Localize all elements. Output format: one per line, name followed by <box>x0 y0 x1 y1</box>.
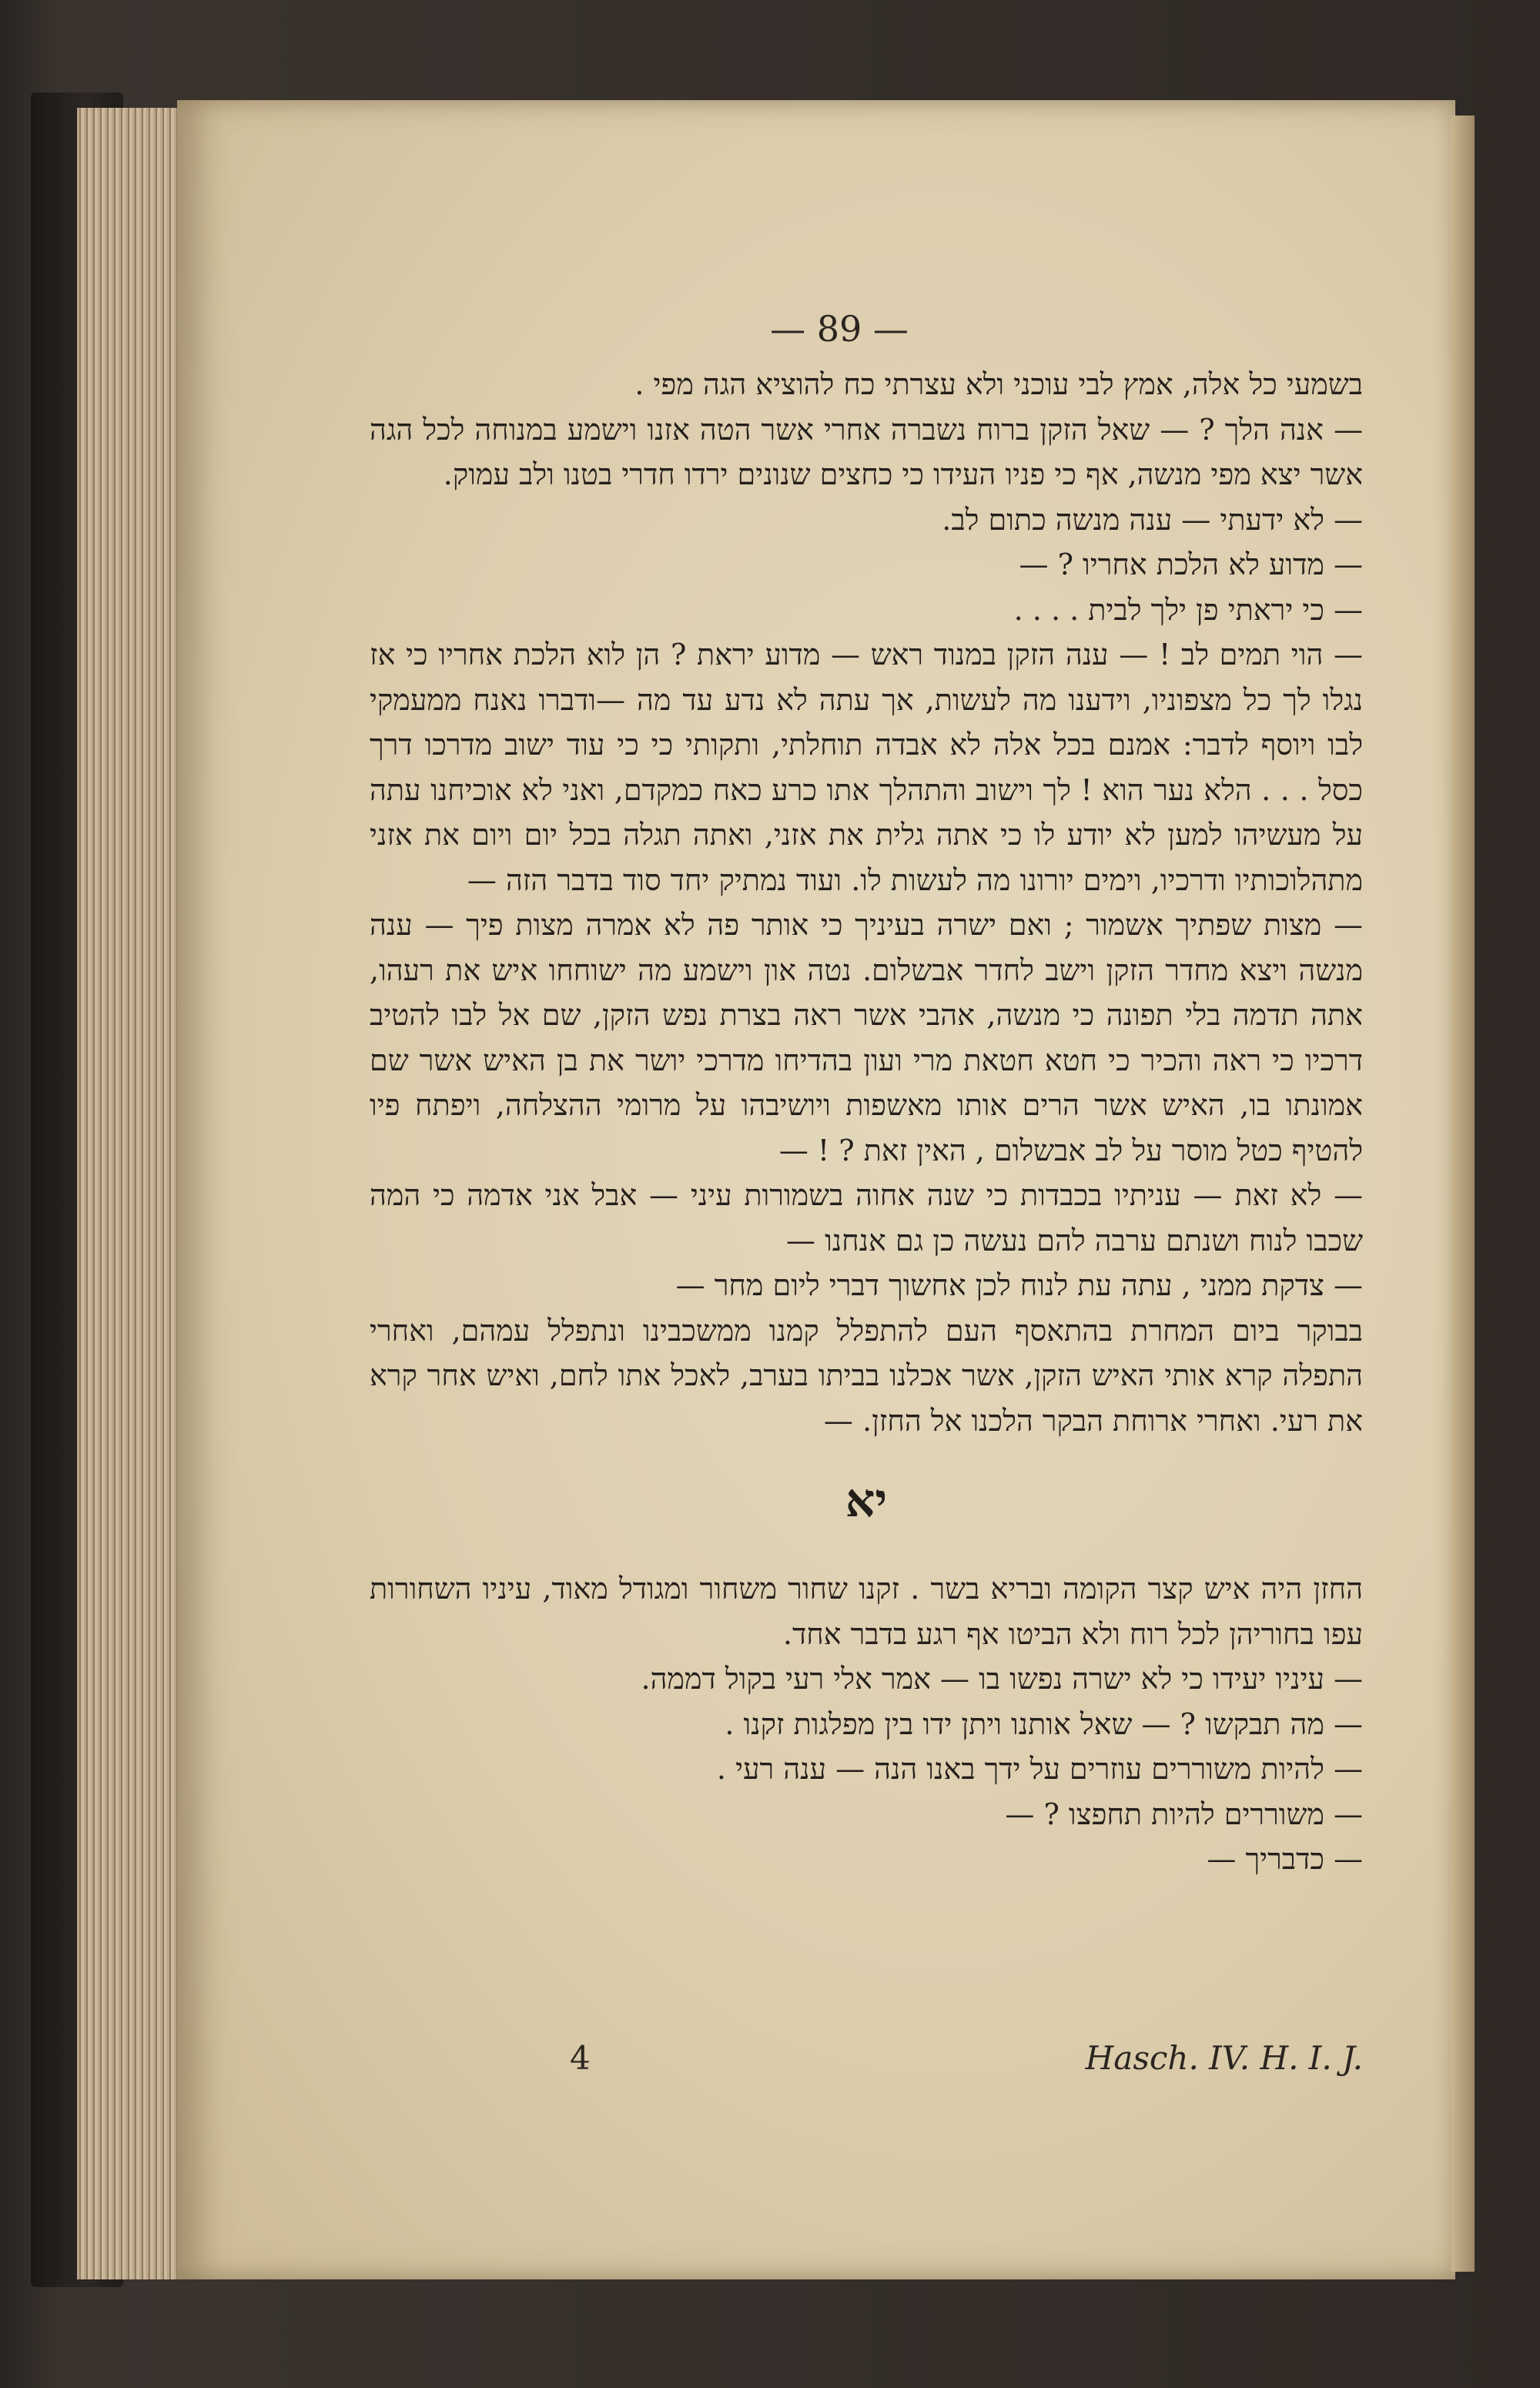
paragraph: — כדבריך — <box>1207 1842 1363 1876</box>
page-footer <box>370 2039 1363 2085</box>
paragraph: בשמעי כל אלה, אמץ לבי עוכני ולא עצרתי כח להוציא הגה מפי . <box>634 367 1363 401</box>
paragraph: — הוי תמים לב ! — ענה הזקן במנוד ראש — מדוע יראת ? הן לוא הלכת אחריו כי אז נגלו לך כל מצפוניו, וידענו מה לעשות, אך עתה לא נדע עד מה —ודברו נאנח ממעמקי לבו ויוסף לדבר: אמנם בכל אלה לא אבדה תוחלתי, ותקותי כי כי עוד ישוב מדרכו דרך כסל . . . הלא נער הוא ! לך וישוב והתהלך אתו כרע כאח כמקדם, ואני לא אוכיחנו עתה על מעשיהו למען לא יודע לו כי אתה גלית את אזני, ואתה תגלה בכל יום ויום את אזני מתהלוכותיו ודרכיו, וימים יורונו מה לעשות לו. ועוד נמתיק יחד סוד בדבר הזה — <box>370 638 1363 897</box>
paragraph: — לא ידעתי — ענה מנשה כתום לב. <box>942 502 1363 537</box>
paragraph: — להיות משוררים עוזרים על ידך באנו הנה — ענה רעי . <box>716 1752 1363 1786</box>
signature-mark: Hasch. IV. H. I. J. <box>1085 2039 1363 2077</box>
page-number: — 89 — <box>770 308 909 350</box>
paragraph: — עיניו יעידו כי לא ישרה נפשו בו — אמר אלי רעי בקול דממה. <box>641 1662 1363 1696</box>
paragraph: — מצות שפתיך אשמור ; ואם ישרה בעיניך כי אותר פה לא אמרה מצות פיך — ענה מנשה ויצא מחדר הזקן וישב לחדר אבשלום. נטה און וישמע מה ישוחחו איש את רעהו, אתה תדמה בלי תפונה כי מנשה, אהבי אשר ראה בצרת נפש הזקן, שם אל לבו להטיב דרכיו כי ראה והכיר כי חטא חטאת מרי ועון בהדיחו מדרכי יושר את בן האיש אשר שם אמונתו בו, האיש אשר הרים אותו מאשפות ויושיבהו על מרומי ההצלחה, ויפתח פיו להטיף כטל מוסר על לב אבשלום , האין זאת ? ! — <box>370 908 1363 1167</box>
paragraph: — לא זאת — עניתיו בכבדות כי שנה אחוה בשמורות עיני — אבל אני אדמה כי המה שכבו לנוח ושנתם ערבה להם נעשה כן גם אנחנו — <box>370 1178 1363 1258</box>
paragraph: בבוקר ביום המחרת בהתאסף העם להתפלל קמנו ממשכבינו ונתפלל עמהם, ואחרי התפלה קרא אותי האיש הזקן, אשר אכלנו בביתו בערב, לאכל אתו לחם, ואיש אחר קרא את רעי. ואחרי ארוחת הבקר הלכנו אל החזן. — <box>370 1313 1363 1438</box>
body-text <box>370 362 1363 1882</box>
page-stack-edges <box>77 108 185 2279</box>
paragraph: — אנה הלך ? — שאל הזקן ברוח נשברה אחרי אשר הטה אזנו וישמע במנוחה לכל הגה אשר יצא מפי מנשה, אף כי פניו העידו כי כחצים שנונים ירדו חדרי בטנו ולב עמוק. <box>370 412 1363 491</box>
paragraph: החזן היה איש קצר הקומה ובריא בשר . זקנו שחור משחור ומגודל מאוד, עיניו השחורות עפו בחוריהן לכל רוח ולא הביטו אף רגע בדבר אחד. <box>370 1572 1363 1651</box>
paragraph: — כי יראתי פן ילך לבית . . . . <box>1013 592 1363 627</box>
paragraph: — מה תבקשו ? — שאל אותנו ויתן ידו בין מפלגות זקנו . <box>725 1706 1363 1741</box>
right-page-edge <box>1451 116 1475 2272</box>
paragraph: — מדוע לא הלכת אחריו ? — <box>1019 548 1363 581</box>
paragraph: — צדקת ממני , עתה עת לנוח לכן אחשוך דברי ליום מחר — <box>675 1268 1363 1302</box>
signature-number: 4 <box>570 2039 591 2077</box>
chapter-heading: יא <box>845 1474 888 1528</box>
paragraph: — משוררים להיות תחפצו ? — <box>1005 1797 1363 1831</box>
